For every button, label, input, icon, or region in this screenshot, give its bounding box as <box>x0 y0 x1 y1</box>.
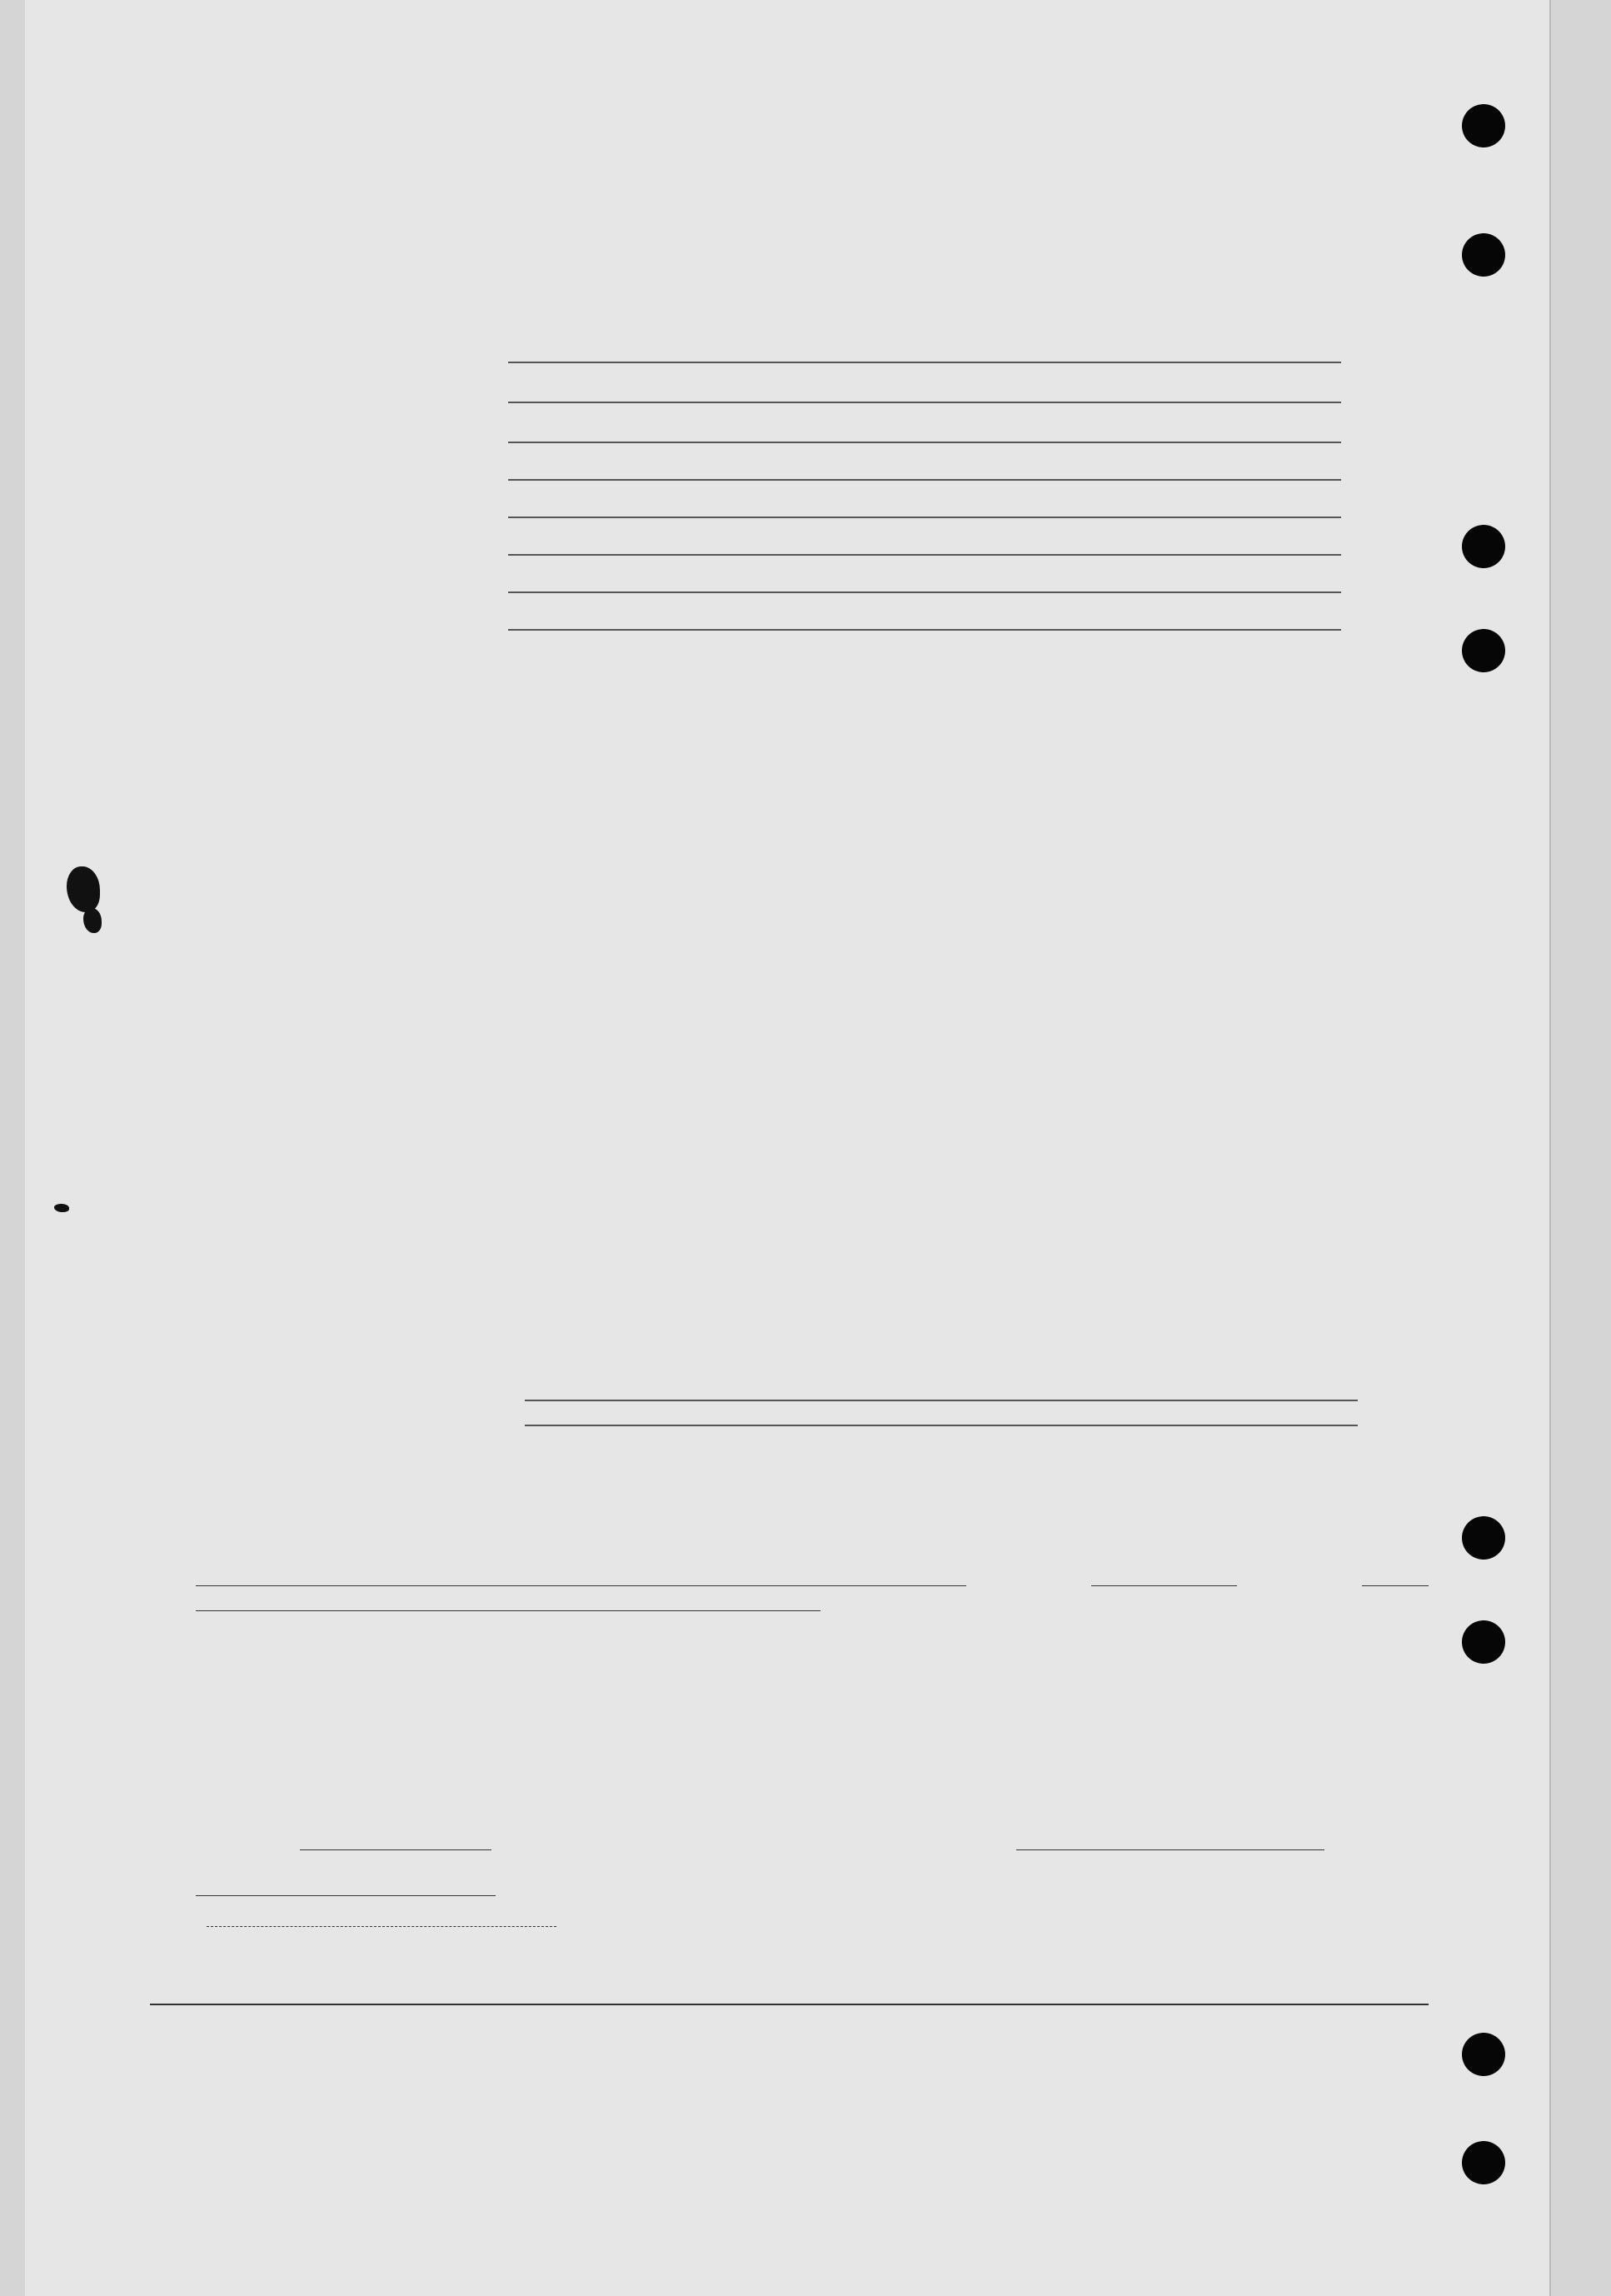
binder-hole <box>1462 629 1505 672</box>
bottom-rule <box>150 2004 1429 2005</box>
day-line <box>196 1870 496 1896</box>
binder-hole <box>1462 2033 1505 2076</box>
binder-hole <box>1462 2141 1505 2184</box>
binder-hole <box>1462 104 1505 147</box>
master-signature <box>1016 1824 1324 1850</box>
oath-text <box>196 1560 1429 1611</box>
sworn-line <box>300 1824 491 1850</box>
cancelled-entries-block <box>508 350 1341 650</box>
ink-blot <box>83 908 102 933</box>
ink-blot <box>67 866 100 912</box>
binder-hole <box>1462 233 1505 277</box>
cancelled-entry-line-24 <box>525 1390 1358 1448</box>
manifest-page <box>25 0 1551 2296</box>
ink-blot <box>54 1204 69 1212</box>
binder-hole <box>1462 1620 1505 1664</box>
binder-hole <box>1462 525 1505 568</box>
deputy-collector-line <box>207 1926 556 1930</box>
binder-hole <box>1462 1516 1505 1560</box>
